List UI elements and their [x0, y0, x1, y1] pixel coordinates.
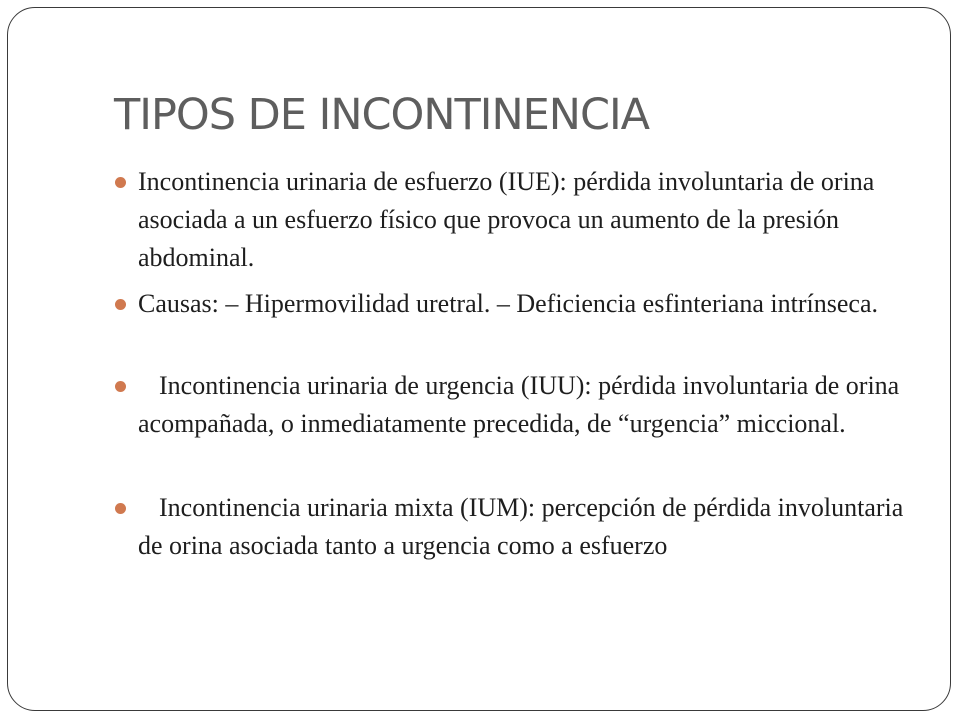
slide-title: TIPOS DE INCONTINENCIA [114, 90, 650, 140]
bullet-text: Incontinencia urinaria de urgencia (IUU): pérdida involuntaria de orina acompañada, o inmediatamente precedida, de “urgencia” miccional. [138, 371, 900, 438]
slide-frame [7, 7, 951, 711]
bullet-text: Incontinencia urinaria mixta (IUM): percepción de pérdida involuntaria de orina asociada tanto a urgencia como a esfuerzo [138, 493, 904, 560]
bullet-dot-icon [115, 381, 126, 392]
bullet-item [138, 367, 918, 443]
bullet-item [138, 285, 918, 323]
bullet-item [138, 163, 918, 277]
bullet-text: Incontinencia urinaria de esfuerzo (IUE): pérdida involuntaria de orina asociada a un esfuerzo físico que provoca un aumento de la presión abdominal. [138, 167, 875, 272]
bullet-item [138, 489, 918, 565]
bullet-text: Causas: – Hipermovilidad uretral. – Deficiencia esfinteriana intrínseca. [138, 289, 878, 318]
bullet-dot-icon [115, 503, 126, 514]
bullet-dot-icon [115, 299, 126, 310]
bullet-dot-icon [115, 177, 126, 188]
